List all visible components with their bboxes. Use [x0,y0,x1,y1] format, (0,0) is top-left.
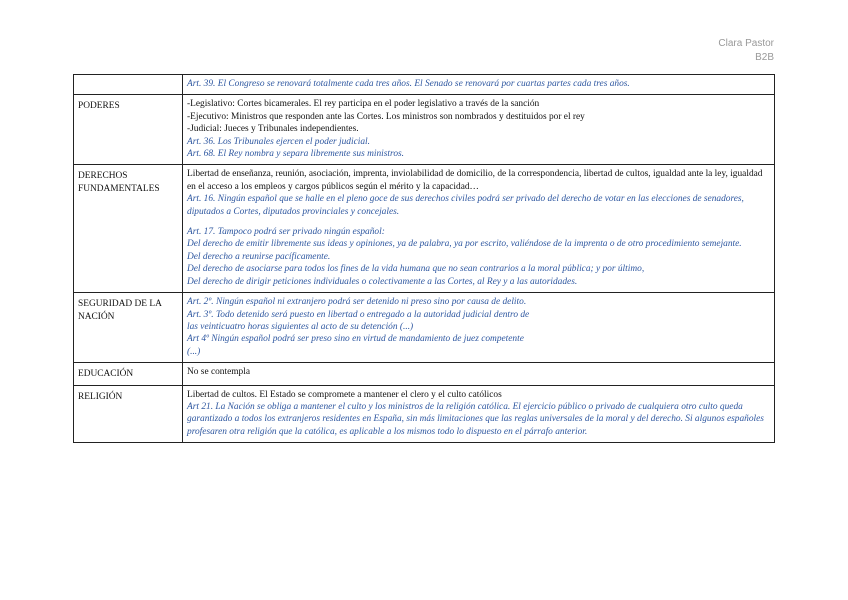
article-text: Del derecho de emitir libremente sus ideas y opiniones, ya de palabra, ya por escrito, valiéndose de la imprenta o de otro procedimiento semejante. [187,239,742,250]
table-row [74,293,775,363]
row-label: SEGURIDAD DE LA NACIÓN [74,293,183,363]
row-content [183,165,775,293]
row-content [183,95,775,165]
row-label: RELIGIÓN [74,385,183,443]
article-text: (...) [187,346,201,357]
article-text: Art. 16. Ningún español que se halle en el pleno goce de sus derechos civiles podrá ser privado del derecho de votar en las elecciones de senadores, diputados a Cortes, diputados provinciales y concejales. [187,194,744,217]
summary-text: Libertad de cultos. El Estado se compromete a mantener el clero y el culto católicos [187,389,502,400]
row-label: DERECHOS FUNDAMENTALES [74,165,183,293]
article-text: Art. 68. El Rey nombra y separa libremente sus ministros. [187,149,404,160]
table-row [74,363,775,385]
table-row [74,95,775,165]
row-content [183,363,775,385]
row-label: EDUCACIÓN [74,363,183,385]
article-text: Art. 2º. Ningún español ni extranjero podrá ser detenido ni preso sino por causa de delito. [187,297,527,308]
article-text: Art. 36. Los Tribunales ejercen el poder judicial. [187,136,370,147]
row-content [183,385,775,443]
article-text: Del derecho a reunirse pacíficamente. [187,251,331,262]
spacer [187,218,770,226]
row-content [183,293,775,363]
row-content [183,75,775,95]
table-row [74,385,775,443]
page-header [718,37,774,65]
summary-text: Libertad de enseñanza, reunión, asociación, imprenta, inviolabilidad de domicilio, de la correspondencia, libertad de cultos, igualdad ante la ley, igualdad en el acceso a los empleos y cargos públicos según el mérito y la capacidad… [187,169,763,192]
author-name: Clara Pastor [718,38,774,49]
article-text: Art 4º Ningún español podrá ser preso sino en virtud de mandamiento de juez competente [187,334,524,345]
group-code: B2B [755,52,774,63]
article-text: las veinticuatro horas siguientes al acto de su detención (...) [187,321,414,332]
row-label: PODERES [74,95,183,165]
table-row [74,75,775,95]
constitution-table [73,74,775,443]
article-text: Art. 3º. Todo detenido será puesto en libertad o entregado a la autoridad judicial dentro de [187,309,530,320]
article-text: Art. 17. Tampoco podrá ser privado ningún español: [187,227,385,238]
summary-text: -Judicial: Jueces y Tribunales independientes. [187,124,359,135]
article-text: Art. 39. El Congreso se renovará totalmente cada tres años. El Senado se renovará por cuartas partes cada tres años. [187,79,630,89]
article-text: Del derecho de dirigir peticiones individuales o colectivamente a las Cortes, al Rey y a las autoridades. [187,276,578,287]
table-row [74,165,775,293]
row-label [74,75,183,95]
article-text: Del derecho de asociarse para todos los fines de la vida humana que no sean contrarios a la moral pública; y por último, [187,264,645,275]
summary-text: -Ejecutivo: Ministros que responden ante las Cortes. Los ministros son nombrados y destituidos por el rey [187,111,585,122]
summary-text: No se contempla [187,367,251,378]
summary-text: -Legislativo: Cortes bicamerales. El rey participa en el poder legislativo a través de la sanción [187,99,540,110]
article-text: Art 21. La Nación se obliga a mantener el culto y los ministros de la religión católica. El ejercicio público o privado de cualquiera otro culto queda garantizado a todos los extranjeros residentes en España, sin más limitaciones que las reglas universales de la moral y del derecho. Si algunos españoles profesaren otra religión que la católica, es aplicable a los mismos todo lo dispuesto en el párrafo anterior. [187,401,764,437]
